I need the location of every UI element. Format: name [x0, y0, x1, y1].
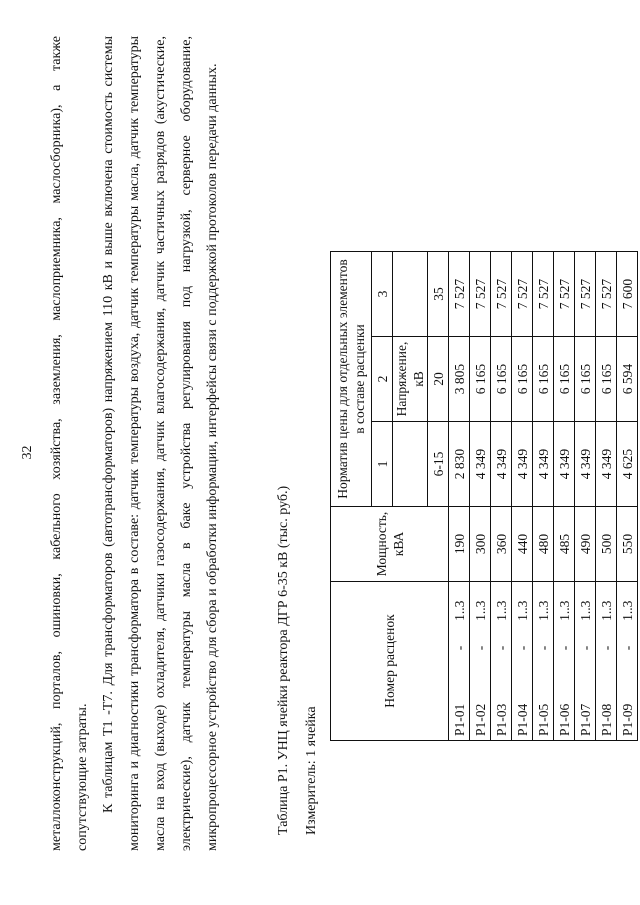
header-element-2: 2	[372, 337, 393, 422]
rate-separator: -	[491, 639, 512, 656]
header-norm: Норматив цены для отдельных элементов в составе расценки	[331, 252, 372, 507]
power-value: 500	[596, 507, 617, 582]
rate-separator: -	[449, 639, 470, 656]
table-row	[449, 252, 470, 741]
rate-separator: -	[617, 639, 638, 656]
price-6-15kv: 4 349	[512, 422, 533, 507]
rate-separator: -	[470, 639, 491, 656]
power-value: 360	[491, 507, 512, 582]
price-6-15kv: 4 349	[470, 422, 491, 507]
table-row	[575, 252, 596, 741]
table-caption: Таблица Р1. УНЦ ячейки реактора ДГР 6-35 кВ (тыс. руб.)	[276, 485, 291, 835]
paragraph: К таблицам Т1 -Т7. Для трансформаторов (автотрансформаторов) напряжением 110 кВ и выше включена стоимость системы мониторинга и диагностики трансформатора в составе: датчик температуры воздуха, датчик температуры масла, датчик температуры масла на вход (выходе) охладителя, датчики газосодержания, датчик влагосодержания, датчик частичных разрядов (акустические, электрические), датчик температуры масла в баке устройства регулирования под нагрузкой, серверное оборудование, микропроцессорное устройство для сбора и обработки информации, интерфейсы связи с поддержкой протоколов передачи данных.	[101, 36, 220, 851]
power-value: 480	[533, 507, 554, 582]
power-value: 485	[554, 507, 575, 582]
power-value: 190	[449, 507, 470, 582]
table-row	[554, 252, 575, 741]
rate-range: 1..3	[470, 582, 491, 640]
power-value: 550	[617, 507, 638, 582]
rate-range: 1..3	[491, 582, 512, 640]
price-35kv: 7 527	[470, 252, 491, 337]
meter-label: Измеритель: 1 ячейка	[304, 706, 319, 835]
price-20kv: 6 165	[512, 337, 533, 422]
rate-code: Р1-02	[470, 657, 491, 741]
price-20kv: 6 165	[470, 337, 491, 422]
rate-range: 1..3	[533, 582, 554, 640]
rate-code: Р1-07	[575, 657, 596, 741]
power-value: 300	[470, 507, 491, 582]
table-row	[617, 252, 638, 741]
rate-range: 1..3	[596, 582, 617, 640]
rate-code: Р1-06	[554, 657, 575, 741]
rates-table	[330, 251, 638, 741]
rate-range: 1..3	[449, 582, 470, 640]
rate-code: Р1-08	[596, 657, 617, 741]
price-6-15kv: 4 625	[617, 422, 638, 507]
table-row	[533, 252, 554, 741]
rate-code: Р1-01	[449, 657, 470, 741]
header-voltage-2: 20	[428, 337, 449, 422]
rate-code: Р1-04	[512, 657, 533, 741]
price-6-15kv: 4 349	[554, 422, 575, 507]
rate-range: 1..3	[617, 582, 638, 640]
price-35kv: 7 527	[596, 252, 617, 337]
rate-range: 1..3	[554, 582, 575, 640]
price-6-15kv: 2 830	[449, 422, 470, 507]
page-number: 32	[20, 445, 35, 460]
price-35kv: 7 527	[491, 252, 512, 337]
table-row	[491, 252, 512, 741]
power-value: 440	[512, 507, 533, 582]
rate-separator: -	[554, 639, 575, 656]
price-6-15kv: 4 349	[491, 422, 512, 507]
price-20kv: 6 165	[491, 337, 512, 422]
price-35kv: 7 527	[449, 252, 470, 337]
rate-separator: -	[533, 639, 554, 656]
table-row	[512, 252, 533, 741]
rate-separator: -	[512, 639, 533, 656]
price-35kv: 7 527	[575, 252, 596, 337]
price-20kv: 6 165	[554, 337, 575, 422]
header-voltage-label: Напряжение, кВ	[393, 337, 428, 422]
price-20kv: 6 165	[575, 337, 596, 422]
price-35kv: 7 527	[554, 252, 575, 337]
header-voltage-1: 6-15	[428, 422, 449, 507]
rate-code: Р1-03	[491, 657, 512, 741]
rate-separator: -	[596, 639, 617, 656]
price-6-15kv: 4 349	[533, 422, 554, 507]
rate-code: Р1-05	[533, 657, 554, 741]
price-20kv: 6 594	[617, 337, 638, 422]
header-rate-number: Номер расценок	[331, 582, 449, 741]
header-element-1: 1	[372, 422, 393, 507]
price-20kv: 3 805	[449, 337, 470, 422]
table-row	[470, 252, 491, 741]
body-text	[44, 36, 226, 851]
table-row	[596, 252, 617, 741]
paragraph: металлоконструкций, порталов, ошиновки, кабельного хозяйства, заземления, маслоприемника, маслосборника), а также сопутствующие затраты.	[49, 36, 90, 851]
rate-separator: -	[575, 639, 596, 656]
header-element-3: 3	[372, 252, 393, 337]
header-power: Мощность, кВА	[331, 507, 449, 582]
price-35kv: 7 600	[617, 252, 638, 337]
rate-code: Р1-09	[617, 657, 638, 741]
price-6-15kv: 4 349	[596, 422, 617, 507]
price-35kv: 7 527	[512, 252, 533, 337]
price-20kv: 6 165	[596, 337, 617, 422]
power-value: 490	[575, 507, 596, 582]
rate-range: 1..3	[512, 582, 533, 640]
header-voltage-3: 35	[428, 252, 449, 337]
price-6-15kv: 4 349	[575, 422, 596, 507]
price-20kv: 6 165	[533, 337, 554, 422]
rate-range: 1..3	[575, 582, 596, 640]
price-35kv: 7 527	[533, 252, 554, 337]
